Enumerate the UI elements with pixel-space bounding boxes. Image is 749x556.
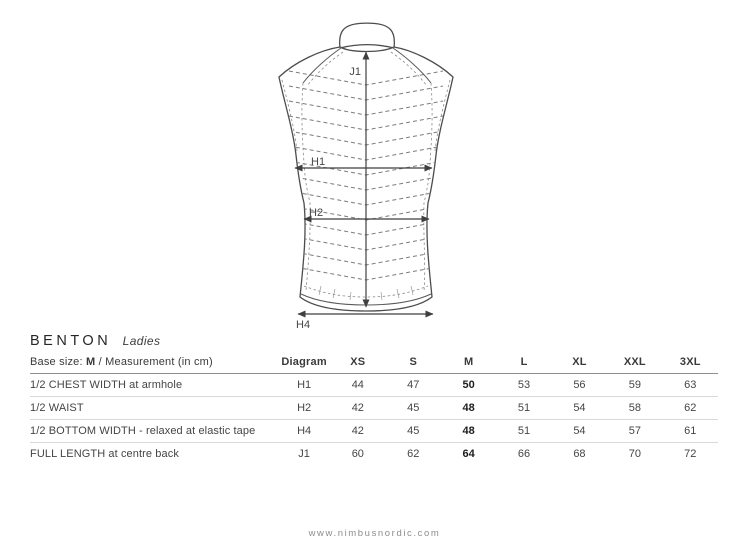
measurement-label: FULL LENGTH at centre back [30,447,179,460]
vest-back-diagram [263,15,483,335]
base-size-header [30,351,278,373]
size-value-cell: 57 [607,419,662,442]
size-value-cell: 58 [607,396,662,419]
size-value-cell: 59 [607,373,662,396]
size-value-cell-base: 50 [441,373,496,396]
product-name: BENTON [30,333,112,349]
size-value-cell: 62 [663,396,718,419]
vest-collar [340,23,395,48]
product-title [30,332,160,350]
size-value-cell: 70 [628,447,641,460]
size-header-xl: XL [552,351,607,373]
size-value-cell: 54 [552,396,607,419]
h1-label: H1 [311,156,326,168]
table-row [30,419,718,442]
size-value-cell: 42 [330,419,385,442]
size-value-cell: 51 [496,396,551,419]
size-value-cell: 62 [407,447,420,460]
size-table [30,351,718,465]
diagram-code: H2 [278,396,330,419]
size-value-cell: 44 [330,373,385,396]
size-value-cell: 45 [386,419,441,442]
table-header-row [30,351,718,373]
size-header-xxl: XXL [607,351,662,373]
size-header-l: L [496,351,551,373]
h4-label: H4 [296,319,311,331]
diagram-code: H4 [278,419,330,442]
size-value-cell: 60 [351,447,364,460]
size-value-cell-base: 48 [441,396,496,419]
h2-label: H2 [309,207,324,219]
size-header-s: S [386,351,441,373]
vest-back-drawing [263,15,483,335]
product-category: Ladies [122,334,161,348]
size-value-cell: 51 [496,419,551,442]
size-value-cell: 68 [573,447,586,460]
table-row [30,396,718,419]
diagram-column-header: Diagram [278,351,330,373]
diagram-code: J1 [298,447,310,460]
size-value-cell: 56 [552,373,607,396]
j1-label: J1 [349,66,361,78]
base-size-prefix: Base size: [30,355,87,368]
size-value-cell: 72 [684,447,697,460]
size-value-cell-base: 64 [462,447,475,460]
size-value-cell: 61 [663,419,718,442]
measurement-label: 1/2 BOTTOM WIDTH - relaxed at elastic tape [30,419,278,442]
size-value-cell: 54 [552,419,607,442]
size-value-cell: 66 [517,447,531,460]
measurement-label: 1/2 CHEST WIDTH at armhole [30,373,278,396]
table-row [30,442,718,465]
size-value-cell: 53 [496,373,551,396]
size-header-m: M [441,351,496,373]
base-size-suffix: / Measurement (in cm) [95,355,213,368]
size-value-cell: 42 [330,396,385,419]
diagram-code: H1 [278,373,330,396]
size-value-cell: 63 [663,373,718,396]
size-value-cell: 47 [386,373,441,396]
size-header-xs: XS [330,351,385,373]
footer-url: www.nimbusnordic.com [308,528,441,539]
measurement-label: 1/2 WAIST [30,396,278,419]
table-row [30,373,718,396]
size-value-cell-base: 48 [441,419,496,442]
size-header-3xl: 3XL [663,351,718,373]
size-value-cell: 45 [386,396,441,419]
base-size-value: M [86,355,96,368]
